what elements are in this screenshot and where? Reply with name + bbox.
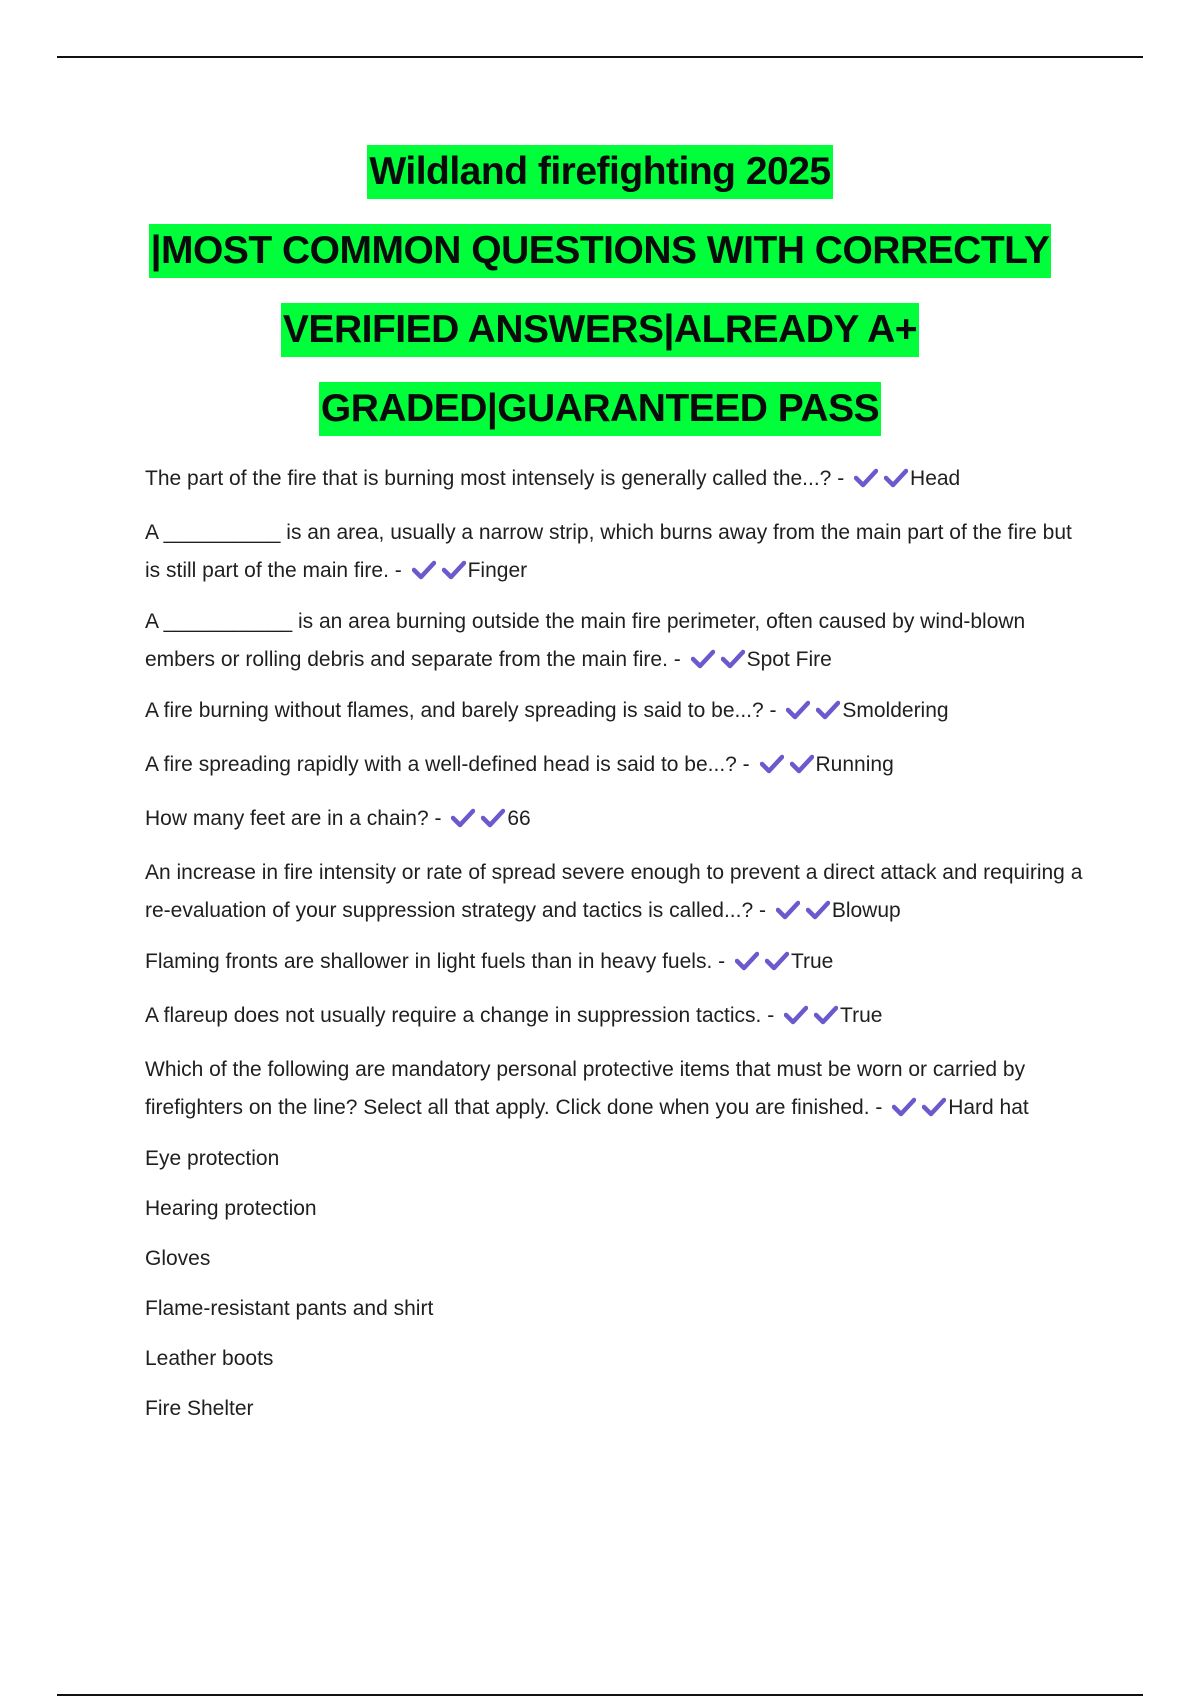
answer-text: True xyxy=(790,950,834,973)
check-mark-icon xyxy=(786,699,812,721)
answer-text: Head xyxy=(910,467,961,490)
question-text: The part of the fire that is burning most intensely is generally called the...? - xyxy=(145,467,851,490)
check-mark-icon xyxy=(735,950,761,972)
title-line-1: Wildland firefighting 2025 xyxy=(0,145,1200,224)
answer-list-item: Eye protection xyxy=(145,1147,280,1170)
question-text: How many feet are in a chain? - xyxy=(145,807,448,830)
qa-item xyxy=(145,854,1085,930)
qa-item xyxy=(145,460,1085,498)
qa-item xyxy=(145,603,1085,679)
check-mark-icon xyxy=(922,1096,948,1118)
answer-text: Smoldering xyxy=(842,699,949,722)
check-mark-icon xyxy=(721,648,747,670)
check-mark-icon xyxy=(790,753,816,775)
check-mark-icon xyxy=(412,559,438,581)
qa-item xyxy=(145,997,1085,1035)
bottom-rule xyxy=(57,1694,1143,1696)
top-rule xyxy=(57,56,1143,58)
answer-text: True xyxy=(840,1004,883,1027)
check-mark-icon xyxy=(884,467,910,489)
answer-text: Running xyxy=(815,753,894,776)
answer-text: Blowup xyxy=(831,899,901,922)
question-text: Which of the following are mandatory personal protective items that must be worn or carried by firefighters on the line? Select all that apply. Click done when you are finished. - xyxy=(145,1058,1026,1119)
qa-item xyxy=(145,692,1085,730)
check-mark-icon xyxy=(816,699,842,721)
check-mark-icon xyxy=(854,467,880,489)
check-mark-icon xyxy=(776,899,802,921)
qa-item xyxy=(145,800,1085,838)
answer-text: Spot Fire xyxy=(746,648,832,671)
answer-text: Finger xyxy=(467,559,528,582)
title-line-3: VERIFIED ANSWERS|ALREADY A+ xyxy=(0,303,1200,382)
check-mark-icon xyxy=(691,648,717,670)
check-mark-icon xyxy=(451,807,477,829)
answer-list-item: Gloves xyxy=(145,1247,211,1270)
check-mark-icon xyxy=(814,1004,840,1026)
question-text: Flaming fronts are shallower in light fuels than in heavy fuels. - xyxy=(145,950,731,973)
check-mark-icon xyxy=(784,1004,810,1026)
check-mark-icon xyxy=(765,950,791,972)
check-mark-icon xyxy=(481,807,507,829)
qa-item xyxy=(145,746,1085,784)
question-text: An increase in fire intensity or rate of spread severe enough to prevent a direct attack and requiring a re-evaluation of your suppression strategy and tactics is called...? - xyxy=(145,861,1083,922)
answer-list-item: Fire Shelter xyxy=(145,1397,254,1420)
question-text: A __________ is an area, usually a narrow strip, which burns away from the main part of the fire but is still part of the main fire. - xyxy=(145,521,1072,582)
check-mark-icon xyxy=(806,899,832,921)
question-text: A fire burning without flames, and barely spreading is said to be...? - xyxy=(145,699,783,722)
qa-list xyxy=(145,460,1085,1440)
question-text: A fire spreading rapidly with a well-defined head is said to be...? - xyxy=(145,753,756,776)
answer-list-item: Hearing protection xyxy=(145,1197,317,1220)
answer-text: 66 xyxy=(507,807,531,830)
qa-item xyxy=(145,514,1085,590)
check-mark-icon xyxy=(442,559,468,581)
title-line-2: |MOST COMMON QUESTIONS WITH CORRECTLY xyxy=(0,224,1200,303)
check-mark-icon xyxy=(892,1096,918,1118)
answer-text: Hard hat xyxy=(948,1096,1029,1119)
question-text: A flareup does not usually require a change in suppression tactics. - xyxy=(145,1004,781,1027)
answer-list-item: Flame-resistant pants and shirt xyxy=(145,1297,434,1320)
qa-item xyxy=(145,943,1085,981)
answer-list-item: Leather boots xyxy=(145,1347,274,1370)
title-line-4: GRADED|GUARANTEED PASS xyxy=(0,382,1200,461)
check-mark-icon xyxy=(760,753,786,775)
qa-item xyxy=(145,1051,1085,1127)
question-text: A ___________ is an area burning outside the main fire perimeter, often caused by wind-blown embers or rolling debris and separate from the main fire. - xyxy=(145,610,1026,671)
document-title xyxy=(0,145,1200,461)
